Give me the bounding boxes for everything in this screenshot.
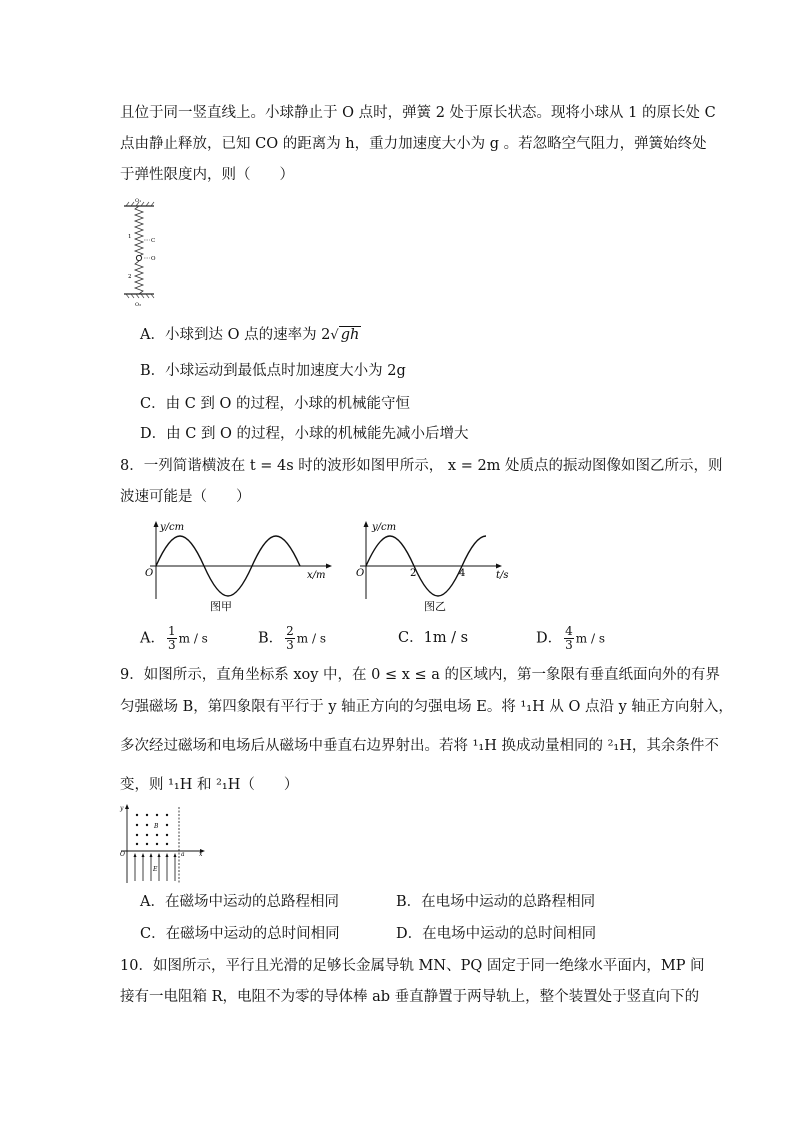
field-label-e: E	[153, 866, 158, 873]
q7-line-1: 且位于同一竖直线上。小球静止于 O 点时，弹簧 2 处于原长状态。现将小球从 1 的原长处 C	[120, 105, 716, 121]
spring-figure	[118, 196, 168, 308]
field-label-o: O	[120, 851, 125, 858]
q8-option-d-den: 3	[565, 638, 573, 652]
q9-line-2: 匀强磁场 B，第四象限有平行于 y 轴正方向的匀强电场 E。将 ¹₁H 从 O 点沿 y 轴正方向射入，	[120, 699, 733, 715]
label-spring-2: 2	[128, 274, 132, 280]
field-label-y: y	[120, 805, 124, 812]
q7-option-a: A．小球到达 O 点的速率为 2√ gh	[140, 327, 360, 343]
q7-option-b: B．小球运动到最低点时加速度大小为 2g	[140, 363, 406, 379]
q8-option-a-label: A．	[140, 630, 165, 647]
q8-option-a	[140, 625, 208, 652]
q8-line-1: 8．一列简谐横波在 t = 4s 时的波形如图甲所示， x = 2m 处质点的振动图像如图乙所示，则	[120, 458, 723, 474]
graph-b-origin: O	[356, 568, 365, 579]
q8-option-c: C．1m / s	[398, 630, 469, 646]
q7-line-2: 点由静止释放，已知 CO 的距离为 h，重力加速度大小为 g 。若忽略空气阻力，弹簧始终处	[120, 136, 707, 152]
q10-line-1: 10．如图所示，平行且光滑的足够长金属导轨 MN、PQ 固定于同一绝缘水平面内，MP 间	[120, 958, 705, 974]
graph-b-ylabel: y/cm	[372, 522, 397, 533]
q8-option-a-fraction	[167, 625, 177, 652]
q8-option-b-label: B．	[258, 630, 284, 647]
q7-option-d: D．由 C 到 O 的过程，小球的机械能先减小后增大	[140, 426, 469, 442]
q9-line-3: 多次经过磁场和电场后从磁场中垂直右边界射出。若将 ¹₁H 换成动量相同的 ²₁H，其余条件不	[120, 738, 719, 754]
q9-line-4: 变，则 ¹₁H 和 ²₁H（ ）	[120, 777, 299, 793]
label-o: O	[151, 256, 156, 262]
graph-a-xlabel: x/m	[307, 570, 326, 581]
q8-option-d-fraction	[564, 625, 574, 652]
graph-a-caption: 图甲	[210, 600, 232, 613]
q7-option-a-sqrt: gh	[340, 327, 360, 343]
q8-option-a-unit: m / s	[178, 631, 208, 646]
graph-b-tick-4: 4	[459, 568, 466, 579]
q8-option-b-num: 2	[286, 624, 294, 638]
q8-option-b-unit: m / s	[296, 631, 327, 646]
label-o1: O₁	[135, 198, 142, 204]
q8-option-d-label: D．	[536, 630, 563, 647]
q8-option-b-fraction	[285, 625, 295, 652]
label-spring-1: 1	[128, 234, 132, 240]
wave-graph-b	[350, 518, 510, 613]
graph-a-ylabel: y/cm	[160, 522, 185, 533]
field-label-b: B	[154, 823, 159, 830]
q7-line-3: 于弹性限度内，则（ ）	[120, 167, 294, 183]
q8-option-b-den: 3	[286, 638, 294, 652]
q9-option-c: C．在磁场中运动的总时间相同	[140, 926, 340, 942]
field-label-x: x	[199, 851, 203, 858]
q8-option-d-unit: m / s	[575, 631, 605, 646]
q8-option-d-num: 4	[565, 624, 573, 638]
graph-a-origin: O	[145, 568, 154, 579]
label-c: C	[151, 238, 156, 244]
q9-option-b: B．在电场中运动的总路程相同	[396, 894, 596, 910]
q8-option-a-num: 1	[167, 624, 176, 638]
q9-option-d: D．在电场中运动的总时间相同	[396, 926, 597, 942]
q9-line-1: 9．如图所示，直角坐标系 xoy 中，在 0 ≤ x ≤ a 的区域内，第一象限有垂直纸面向外的有界	[120, 667, 721, 683]
field-label-a: a	[181, 851, 185, 858]
q8-line-2: 波速可能是（ ）	[120, 489, 251, 505]
q7-option-a-text: A．小球到达 O 点的速率为 2	[140, 327, 331, 343]
q8-option-a-den: 3	[167, 638, 176, 652]
graph-b-xlabel: t/s	[496, 570, 509, 581]
q8-option-d	[536, 625, 605, 652]
graph-b-tick-2: 2	[410, 568, 417, 579]
field-figure	[117, 803, 207, 885]
q7-option-c: C．由 C 到 O 的过程，小球的机械能守恒	[140, 396, 411, 412]
q10-line-2: 接有一电阻箱 R，电阻不为零的导体棒 ab 垂直静置于两导轨上，整个装置处于竖直向下的	[120, 989, 700, 1005]
label-o2: O₂	[135, 302, 142, 308]
wave-graph-a	[140, 518, 335, 613]
graph-b-caption: 图乙	[424, 600, 446, 613]
q8-option-b	[258, 625, 326, 652]
q9-option-a: A．在磁场中运动的总路程相同	[140, 894, 339, 910]
